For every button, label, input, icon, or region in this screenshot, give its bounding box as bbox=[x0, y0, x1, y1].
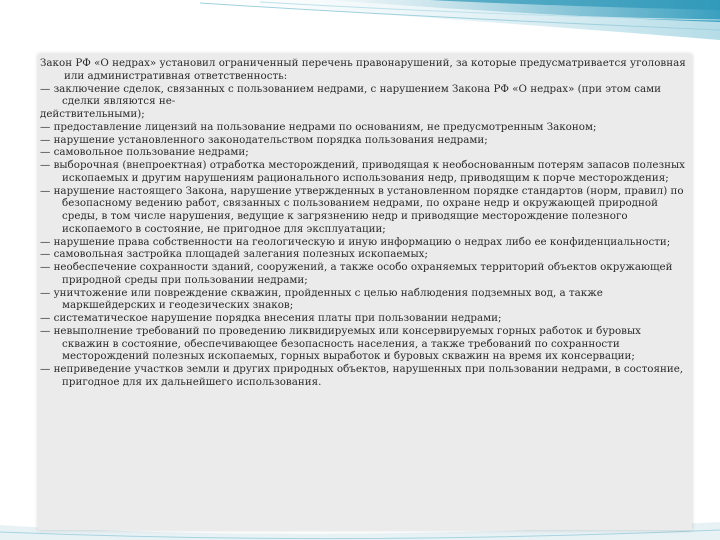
list-item: — систематическое нарушение порядка внесения платы при пользовании недрами; bbox=[40, 312, 502, 324]
list-item: — нарушение права собственности на геологическую и иную информацию о недрах либо ее конфиденциальности; bbox=[40, 235, 671, 248]
document-text bbox=[40, 57, 686, 389]
list-item: — невыполнение требований по проведению ликвидируемых или консервируемых горных работок и буровых скважин в состояние, обеспечивающее безопасность населения, а также требований по сохранности месторождений полезных ископаемых, горных выработок и буровых скважин на время их консервации; bbox=[40, 324, 641, 363]
list-item: — нарушение установленного законодательством порядка пользования недрами; bbox=[40, 133, 488, 146]
heading-paragraph: Закон РФ «О недрах» установил ограниченный перечень правонарушений, за которые предусматривается уголовная или административная ответственность: bbox=[40, 57, 686, 82]
list-item: — необеспечение сохранности зданий, сооружений, а также особо охраняемых территорий объектов окружающей природной среды при пользовании недрами; bbox=[40, 261, 673, 286]
list-item: — нарушение настоящего Закона, нарушение утвержденных в установленном порядке стандартов (норм, правил) по безопасному ведению работ, связанных с пользованием недрами, по охране недр и окружающей природной среды, в том числе нарушения, ведущие к загрязнению недр и приводящие месторождение полезного ископаемого в состояние, не пригодное для эксплуатации; bbox=[40, 184, 684, 235]
list-item: — выборочная (внепроектная) отработка месторождений, приводящая к необоснованным потерям запасов полезных ископаемых и другим нарушениям рационального использования недр, приводящим к порче месторождения; bbox=[40, 159, 685, 184]
list-item: — предоставление лицензий на пользование недрами по основаниям, не предусмотренным Законом; bbox=[40, 120, 597, 133]
list-item: — уничтожение или повреждение скважин, пройденных с целью наблюдения подземных вод, а также маркшейдерских и геодезических знаков; bbox=[40, 286, 603, 312]
list-item: — самовольная застройка площадей залегания полезных ископаемых; bbox=[40, 248, 428, 261]
list-item: — самовольное пользование недрами; bbox=[40, 146, 249, 159]
list-item: действительными); bbox=[40, 108, 145, 120]
content-box bbox=[38, 54, 692, 530]
list-item: — заключение сделок, связанных с пользованием недрами, с нарушением Закона РФ «О недрах» (при этом сами сделки являются не- bbox=[40, 82, 661, 108]
list-item: — неприведение участков земли и других природных объектов, нарушенных при пользовании недрами, в состояние, пригодное для их дальнейшего использования. bbox=[40, 363, 684, 388]
